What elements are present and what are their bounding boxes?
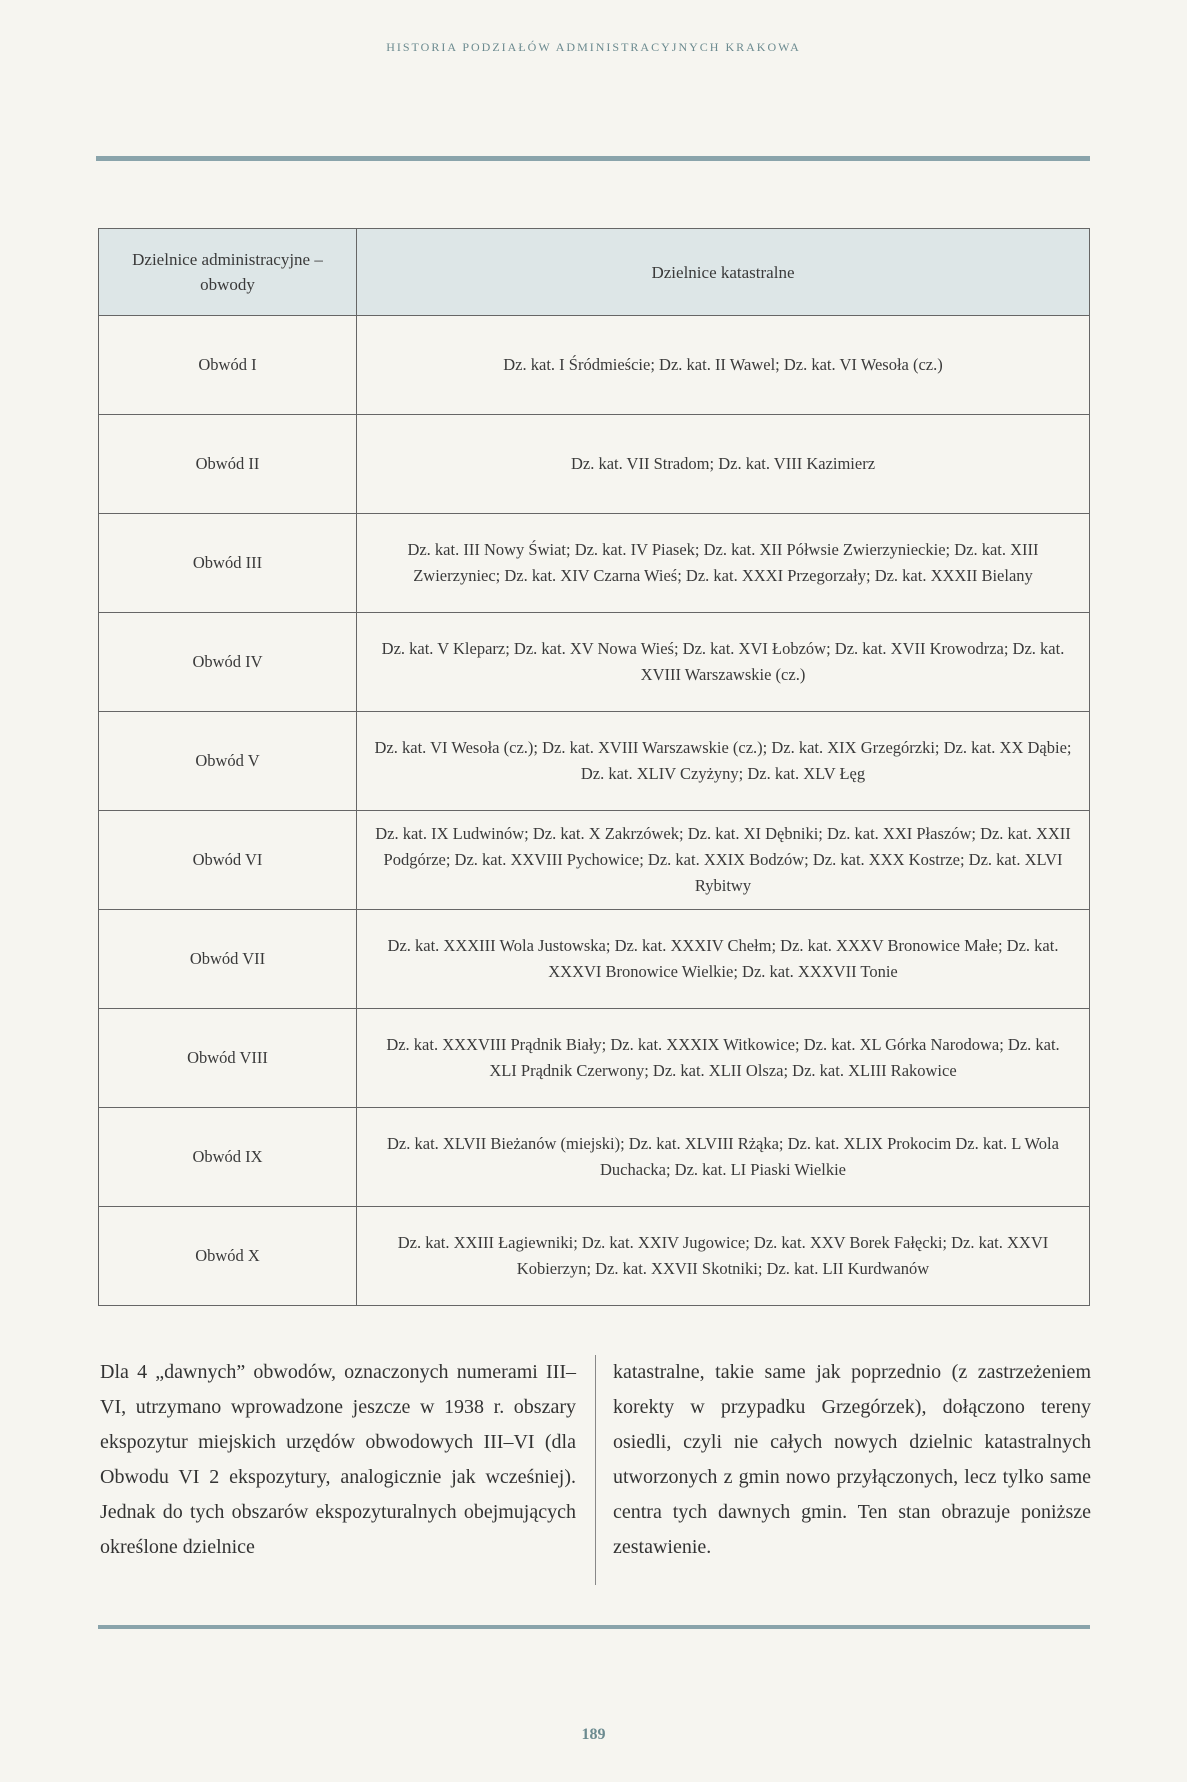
cadastral-cell: Dz. kat. I Śródmieście; Dz. kat. II Wawel; Dz. kat. VI Wesoła (cz.) (357, 316, 1090, 415)
bottom-rule (98, 1625, 1090, 1629)
district-cell: Obwód VIII (99, 1009, 357, 1108)
district-cell: Obwód IV (99, 613, 357, 712)
column-divider (595, 1355, 596, 1585)
table-row (99, 1108, 1090, 1207)
table-row (99, 910, 1090, 1009)
top-rule (96, 156, 1090, 161)
table-header-row (99, 229, 1090, 316)
district-cell: Obwód VI (99, 811, 357, 910)
header-cadastral-districts: Dzielnice katastralne (357, 229, 1090, 316)
district-cell: Obwód III (99, 514, 357, 613)
header-administrative-districts: Dzielnice administracyjne – obwody (99, 229, 357, 316)
cadastral-cell: Dz. kat. XXXVIII Prądnik Biały; Dz. kat. XXXIX Witkowice; Dz. kat. XL Górka Narodowa; Dz. kat. XLI Prądnik Czerwony; Dz. kat. XLII Olsza; Dz. kat. XLIII Rakowice (357, 1009, 1090, 1108)
district-cell: Obwód VII (99, 910, 357, 1009)
cadastral-cell: Dz. kat. V Kleparz; Dz. kat. XV Nowa Wieś; Dz. kat. XVI Łobzów; Dz. kat. XVII Krowodrza; Dz. kat. XVIII Warszawskie (cz.) (357, 613, 1090, 712)
table-row (99, 415, 1090, 514)
cadastral-cell: Dz. kat. XXIII Łagiewniki; Dz. kat. XXIV Jugowice; Dz. kat. XXV Borek Fałęcki; Dz. kat. XXVI Kobierzyn; Dz. kat. XXVII Skotniki; Dz. kat. LII Kurdwanów (357, 1207, 1090, 1306)
cadastral-cell: Dz. kat. III Nowy Świat; Dz. kat. IV Piasek; Dz. kat. XII Półwsie Zwierzynieckie; Dz. kat. XIII Zwierzyniec; Dz. kat. XIV Czarna Wieś; Dz. kat. XXXI Przegorzały; Dz. kat. XXXII Bielany (357, 514, 1090, 613)
cadastral-cell: Dz. kat. VI Wesoła (cz.); Dz. kat. XVIII Warszawskie (cz.); Dz. kat. XIX Grzegórzki; Dz. kat. XX Dąbie; Dz. kat. XLIV Czyżyny; Dz. kat. XLV Łęg (357, 712, 1090, 811)
page-number: 189 (581, 1726, 606, 1743)
district-cell: Obwód X (99, 1207, 357, 1306)
table-row (99, 811, 1090, 910)
body-text-left-column: Dla 4 „dawnych” obwodów, oznaczonych numerami III–VI, utrzymano wprowadzone jeszcze w 1938 r. obszary ekspozytur miejskich urzędów obwodowych III–VI (dla Obwodu VI 2 ekspozytury, analogicznie jak wcześniej). Jednak do tych obszarów ekspozyturalnych obejmujących określone dzielnice (100, 1361, 576, 1558)
running-head: HISTORIA PODZIAŁÓW ADMINISTRACYJNYCH KRAKOWA (386, 40, 801, 54)
district-cell: Obwód I (99, 316, 357, 415)
table-row (99, 316, 1090, 415)
districts-table (98, 228, 1090, 1306)
cadastral-cell: Dz. kat. XXXIII Wola Justowska; Dz. kat. XXXIV Chełm; Dz. kat. XXXV Bronowice Małe; Dz. kat. XXXVI Bronowice Wielkie; Dz. kat. XXXVII Tonie (357, 910, 1090, 1009)
table-row (99, 1207, 1090, 1306)
cadastral-cell: Dz. kat. VII Stradom; Dz. kat. VIII Kazimierz (357, 415, 1090, 514)
body-text-right-column: katastralne, takie same jak poprzednio (z zastrzeżeniem korekty w przypadku Grzegórzek), dołączono tereny osiedli, czyli nie całych nowych dzielnic katastralnych utworzonych z gmin nowo przyłączonych, lecz tylko same centra tych dawnych gmin. Ten stan obrazuje poniższe zestawienie. (613, 1361, 1091, 1558)
table-row (99, 1009, 1090, 1108)
cadastral-cell: Dz. kat. XLVII Bieżanów (miejski); Dz. kat. XLVIII Rżąka; Dz. kat. XLIX Prokocim Dz. kat. L Wola Duchacka; Dz. kat. LI Piaski Wielkie (357, 1108, 1090, 1207)
district-cell: Obwód IX (99, 1108, 357, 1207)
table-row (99, 613, 1090, 712)
table-row (99, 514, 1090, 613)
district-cell: Obwód II (99, 415, 357, 514)
table-body (99, 316, 1090, 1306)
district-cell: Obwód V (99, 712, 357, 811)
table-row (99, 712, 1090, 811)
cadastral-cell: Dz. kat. IX Ludwinów; Dz. kat. X Zakrzówek; Dz. kat. XI Dębniki; Dz. kat. XXI Płaszów; Dz. kat. XXII Podgórze; Dz. kat. XXVIII Pychowice; Dz. kat. XXIX Bodzów; Dz. kat. XXX Kostrze; Dz. kat. XLVI Rybitwy (357, 811, 1090, 910)
